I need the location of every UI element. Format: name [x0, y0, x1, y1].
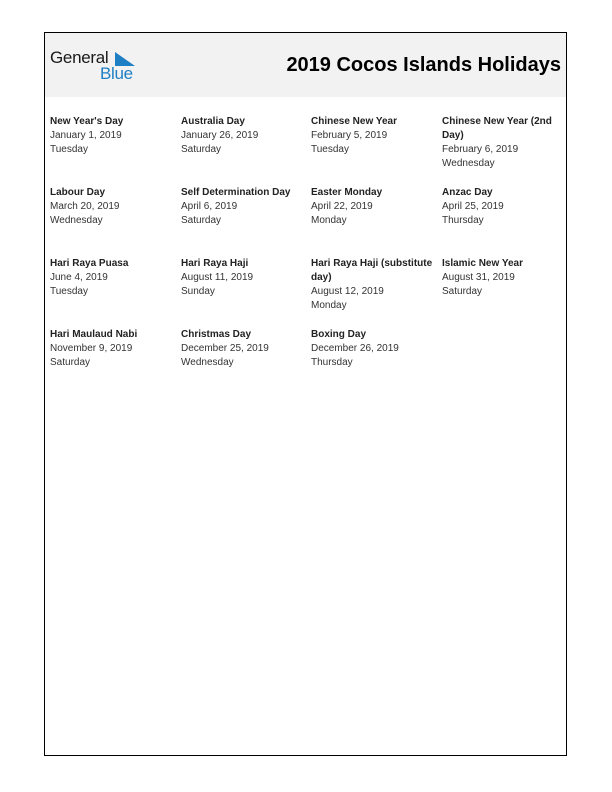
holiday-item — [50, 328, 172, 370]
holiday-name: Labour Day — [50, 187, 106, 198]
logo-word-general: General — [50, 48, 109, 67]
holiday-item — [311, 328, 433, 370]
holiday-name: Boxing Day — [311, 329, 367, 340]
holiday-item — [50, 186, 172, 228]
page-title: 2019 Cocos Islands Holidays — [286, 54, 561, 76]
holiday-name: Chinese New Year (2nd Day) — [442, 116, 552, 141]
holiday-item — [181, 257, 303, 299]
holiday-date: August 11, 2019 — [181, 272, 254, 283]
holiday-date: December 25, 2019 — [181, 343, 269, 354]
holiday-grid — [50, 115, 570, 399]
holiday-item — [311, 115, 433, 157]
holiday-name: Hari Maulaud Nabi — [50, 329, 138, 340]
holiday-name: Self Determination Day — [181, 187, 291, 198]
holiday-name: Australia Day — [181, 116, 245, 127]
holiday-name: Islamic New Year — [442, 258, 523, 269]
holiday-date: December 26, 2019 — [311, 343, 399, 354]
holiday-name: Hari Raya Haji (substitute day) — [311, 258, 433, 283]
holiday-weekday: Thursday — [311, 357, 353, 368]
holiday-date: February 6, 2019 — [442, 144, 519, 155]
holiday-weekday: Thursday — [442, 215, 484, 226]
holiday-name: Hari Raya Puasa — [50, 258, 129, 269]
holiday-weekday: Monday — [311, 300, 347, 311]
holiday-name: Anzac Day — [442, 187, 493, 198]
page-frame — [44, 32, 567, 756]
holiday-item — [442, 186, 564, 228]
holiday-weekday: Saturday — [50, 357, 91, 368]
holiday-weekday: Tuesday — [311, 144, 349, 155]
holiday-row — [50, 115, 570, 186]
holiday-weekday: Monday — [311, 215, 347, 226]
holiday-row — [50, 257, 570, 328]
holiday-item — [442, 257, 564, 299]
header — [45, 33, 566, 97]
holiday-row — [50, 186, 570, 257]
holiday-date: March 20, 2019 — [50, 201, 120, 212]
holiday-name: Chinese New Year — [311, 116, 397, 127]
holiday-date: February 5, 2019 — [311, 130, 388, 141]
holiday-item — [50, 115, 172, 157]
holiday-weekday: Saturday — [442, 286, 483, 297]
logo — [50, 48, 140, 84]
holiday-weekday: Tuesday — [50, 144, 88, 155]
holiday-weekday: Wednesday — [181, 357, 234, 368]
holiday-date: January 26, 2019 — [181, 130, 259, 141]
holiday-item — [442, 115, 564, 171]
holiday-name: New Year's Day — [50, 116, 124, 127]
holiday-name: Hari Raya Haji — [181, 258, 249, 269]
holiday-row — [50, 328, 570, 399]
holiday-date: April 6, 2019 — [181, 201, 238, 212]
holiday-weekday: Wednesday — [50, 215, 103, 226]
holiday-weekday: Saturday — [181, 215, 222, 226]
holiday-date: June 4, 2019 — [50, 272, 108, 283]
holiday-item — [181, 328, 303, 370]
holiday-weekday: Saturday — [181, 144, 222, 155]
holiday-item — [181, 186, 303, 228]
holiday-date: January 1, 2019 — [50, 130, 122, 141]
holiday-weekday: Wednesday — [442, 158, 495, 169]
holiday-item — [311, 186, 433, 228]
holiday-weekday: Tuesday — [50, 286, 88, 297]
holiday-item — [50, 257, 172, 299]
holiday-weekday: Sunday — [181, 286, 215, 297]
holiday-date: April 25, 2019 — [442, 201, 504, 212]
holiday-item — [311, 257, 433, 313]
holiday-date: August 12, 2019 — [311, 286, 384, 297]
holiday-name: Christmas Day — [181, 329, 252, 340]
logo-word-blue: Blue — [100, 64, 133, 83]
holiday-date: August 31, 2019 — [442, 272, 515, 283]
holiday-date: April 22, 2019 — [311, 201, 373, 212]
holiday-item — [181, 115, 303, 157]
holiday-date: November 9, 2019 — [50, 343, 133, 354]
holiday-name: Easter Monday — [311, 187, 383, 198]
